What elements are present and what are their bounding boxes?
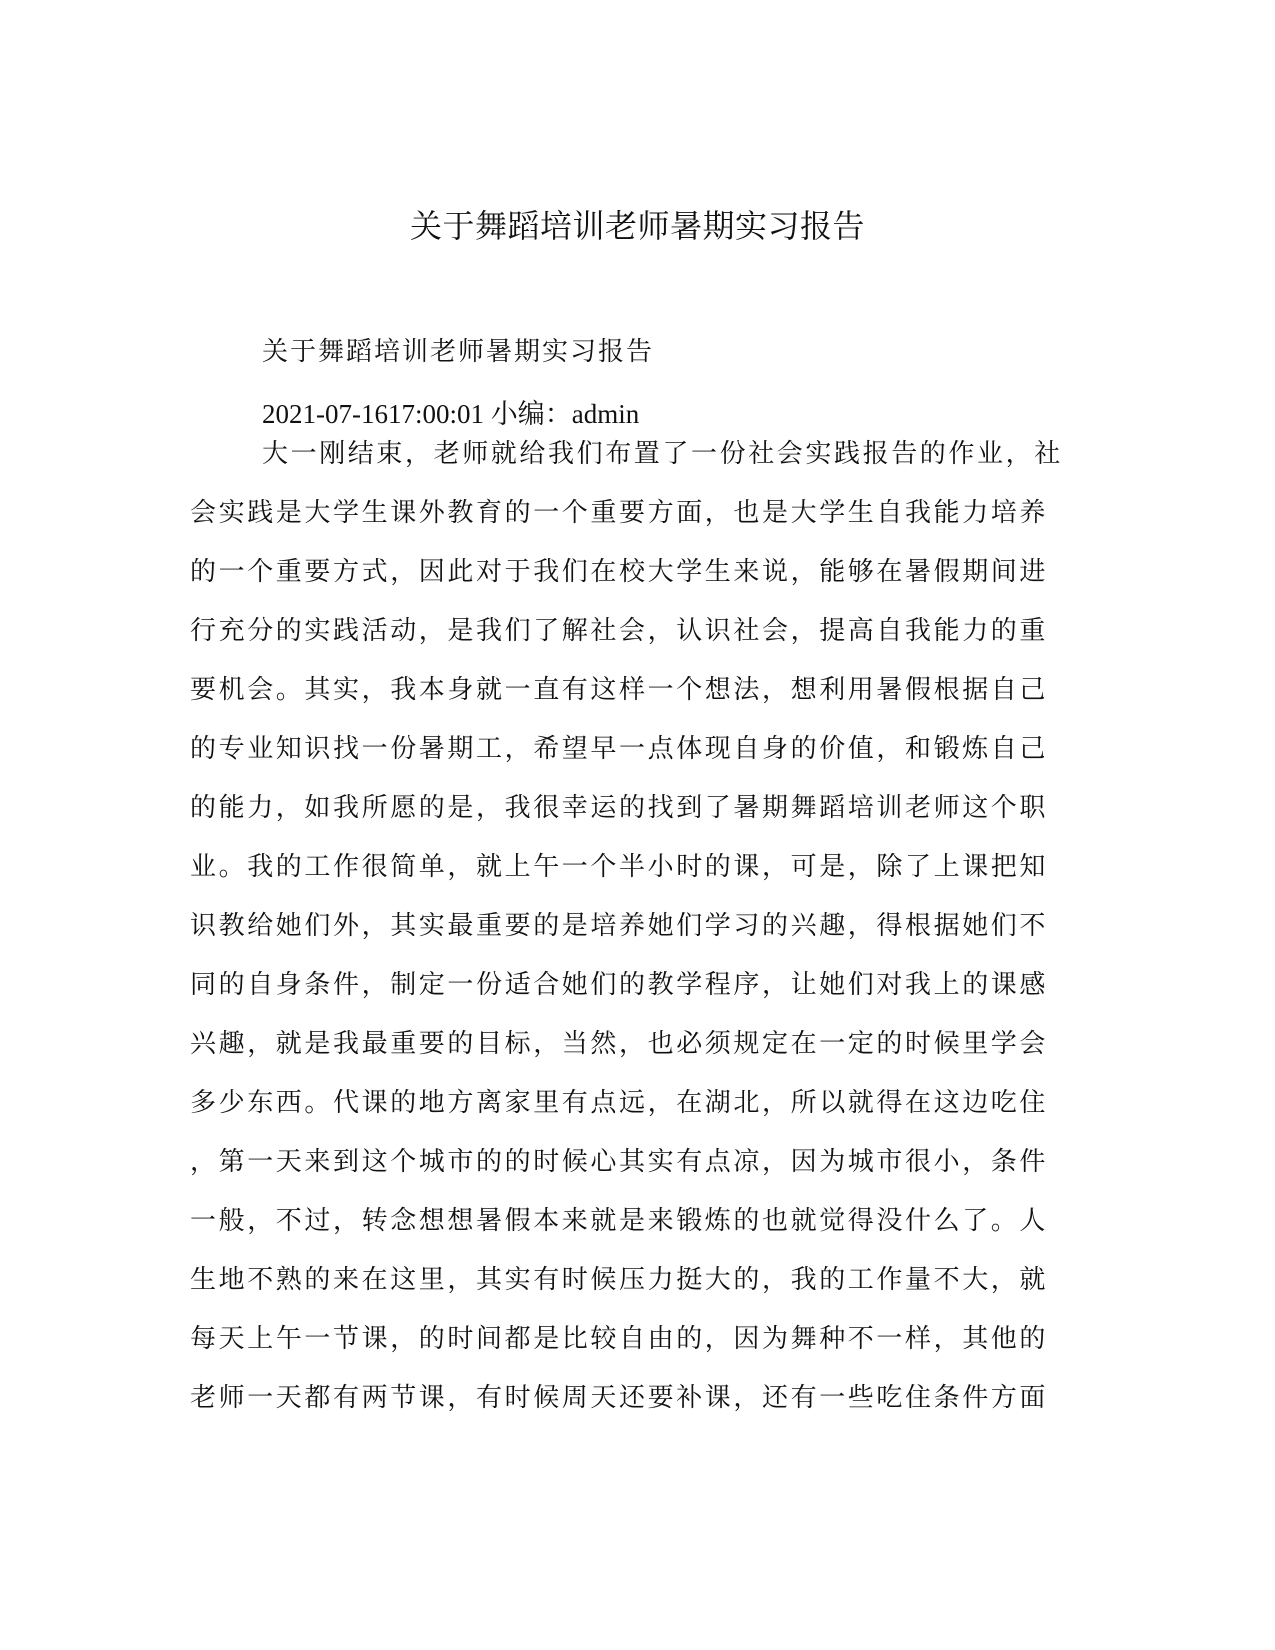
body-line: 多少东西。代课的地方离家里有点远，在湖北，所以就得在这边吃住 [190, 1088, 1049, 1118]
publish-meta: 2021-07-1617:00:01 小编：admin [262, 399, 640, 429]
body-line: 生地不熟的来在这里，其实有时候压力挺大的，我的工作量不大，就 [190, 1265, 1049, 1295]
body-line: 的一个重要方式，因此对于我们在校大学生来说，能够在暑假期间进 [190, 557, 1049, 587]
body-line: 业。我的工作很简单，就上午一个半小时的课，可是，除了上课把知 [190, 852, 1049, 882]
body-line: 每天上午一节课，的时间都是比较自由的，因为舞种不一样，其他的 [190, 1324, 1049, 1354]
body-line: 行充分的实践活动，是我们了解社会，认识社会，提高自我能力的重 [190, 616, 1049, 646]
body-line: 兴趣，就是我最重要的目标，当然，也必须规定在一定的时候里学会 [190, 1029, 1049, 1059]
body-line: 大一刚结束，老师就给我们布置了一份社会实践报告的作业，社 [262, 439, 1063, 469]
body-line: 老师一天都有两节课，有时候周天还要补课，还有一些吃住条件方面 [190, 1383, 1049, 1413]
body-line: 一般，不过，转念想想暑假本来就是来锻炼的也就觉得没什么了。人 [190, 1206, 1049, 1236]
body-line: 要机会。其实，我本身就一直有这样一个想法，想利用暑假根据自己 [190, 675, 1049, 705]
body-line: 的专业知识找一份暑期工，希望早一点体现自身的价值，和锻炼自己 [190, 734, 1049, 764]
body-line: 会实践是大学生课外教育的一个重要方面，也是大学生自我能力培养 [190, 498, 1049, 528]
body-line: 的能力，如我所愿的是，我很幸运的找到了暑期舞蹈培训老师这个职 [190, 793, 1049, 823]
body-line: 同的自身条件，制定一份适合她们的教学程序，让她们对我上的课感 [190, 970, 1049, 1000]
body-line: ，第一天来到这个城市的的时候心其实有点凉，因为城市很小，条件 [190, 1147, 1049, 1177]
document-title: 关于舞蹈培训老师暑期实习报告 [409, 207, 865, 245]
body-line: 识教给她们外，其实最重要的是培养她们学习的兴趣，得根据她们不 [190, 911, 1049, 941]
document-subtitle: 关于舞蹈培训老师暑期实习报告 [262, 337, 655, 367]
